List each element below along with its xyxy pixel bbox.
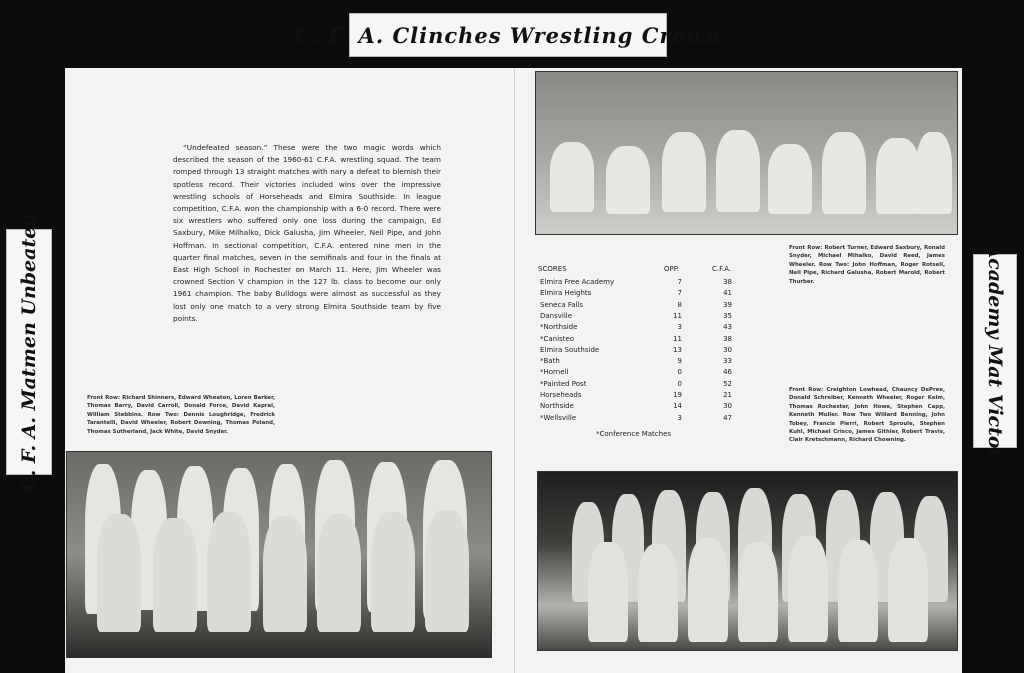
team-photo-wrestlers-crouching	[535, 71, 958, 235]
score-team: Dansville	[540, 311, 573, 320]
score-row	[538, 391, 778, 402]
caption-right-bottom-photo: Front Row: Creighton Lowhead, Chauncy DePree, Donald Schreiber, Kenneth Wheeler, Roger Kelm, Thomas Rochester, John Howe, Stephen Capp, Kenneth Muller. Row Two Willard Benning, John Tobey, Francis Pierri, Robert Sproule, Stephen Kuhl, Michael Crisco, James Githler, Robert Travis, Clair Kretschmann, Richard Chowning.	[789, 387, 945, 444]
page-title: C. F. A. Clinches Wrestling Crown	[294, 22, 722, 48]
score-opp: 0	[677, 368, 682, 377]
score-opp: 13	[673, 345, 682, 354]
score-opp: 0	[677, 379, 682, 388]
side-banner-left-text: C. F. A. Matmen Unbeaten	[18, 212, 40, 492]
score-team: Seneca Falls	[540, 300, 584, 309]
score-cfa: 46	[723, 368, 732, 377]
score-team: *Painted Post	[540, 379, 587, 388]
score-team: Northside	[540, 402, 574, 411]
score-cfa: 30	[723, 402, 732, 411]
side-banner-left	[6, 212, 52, 492]
score-team: *Northside	[540, 323, 578, 332]
score-row	[538, 312, 778, 323]
score-opp: 14	[673, 402, 682, 411]
score-row	[538, 335, 778, 346]
score-team: Elmira Southside	[540, 345, 600, 354]
score-cfa: 47	[723, 413, 732, 422]
score-row	[538, 278, 778, 289]
intro-paragraph: “Undefeated season.” These were the two magic words which described the season of the 1960-61 C.F.A. wrestling squad. The team romped through 13 straight matches with nary a defeat to blemish their spotless record. Their victories included wins over the impressive wrestling schools of Horseheads and Elmira Southside. In league competition, C.F.A. won the championship with a 6-0 record. There were six wrestlers who suffered only one loss during the campaign, Ed Saxbury, Mike Milhalko, Dick Galusha, Jim Wheeler, Neil Pipe, and John Hoffman. In sectional competition, C.F.A. entered nine men in the quarter final matches, seven in the semifinals and four in the finals at East High School in Rochester on March 11. Here, Jim Wheeler was crowned Section V champion in the 127 lb. class to become our only 1961 champion. The baby Bulldogs were almost as successful as they lost only one match to a very strong Elmira Southside team by five points.	[173, 143, 441, 323]
score-opp: 11	[673, 334, 682, 343]
score-cfa: 39	[723, 300, 732, 309]
team-photo-varsity-sweaters	[66, 451, 492, 658]
side-banner-right-text: Academy Mat Victor	[984, 243, 1006, 459]
score-row	[538, 368, 778, 379]
score-team: Elmira Heights	[540, 289, 592, 298]
score-opp: 19	[673, 391, 682, 399]
page-title-banner	[294, 13, 722, 57]
side-banner-right	[973, 243, 1017, 459]
score-row	[538, 380, 778, 391]
score-opp: 3	[677, 323, 682, 332]
score-team: *Bath	[540, 357, 560, 366]
score-row	[538, 301, 778, 312]
score-opp: 7	[677, 289, 682, 298]
score-team: *Canisteo	[540, 334, 575, 343]
scores-footnote: *Conference Matches	[596, 430, 672, 438]
score-row	[538, 289, 778, 300]
scores-header	[538, 265, 778, 277]
scores-header-cfa: C.F.A.	[712, 265, 732, 273]
score-cfa: 52	[723, 379, 732, 388]
score-cfa: 30	[723, 345, 732, 354]
score-team: *Wellsville	[540, 413, 577, 422]
score-team: Horseheads	[540, 391, 582, 399]
score-team: *Hornell	[540, 368, 569, 377]
caption-left-photo: Front Row: Richard Shinners, Edward Wheaton, Loren Barker, Thomas Barry, David Carroll, Donald Force, David Kapral, William Stebbins. Row Two: Dennis Loughridge, Fredrick Tarantelli, David Wheeler, Robert Downing, Thomas Poland, Thomas Sutherland, Jack White, David Snyder.	[87, 395, 275, 435]
score-row	[538, 323, 778, 334]
scores-header-label: SCORES	[538, 265, 567, 273]
score-cfa: 35	[723, 311, 732, 320]
score-row	[538, 402, 778, 413]
scores-header-opp: OPP.	[664, 265, 680, 273]
score-opp: 7	[677, 278, 682, 286]
score-row	[538, 357, 778, 368]
score-team: Elmira Free Academy	[540, 278, 615, 286]
score-cfa: 43	[723, 323, 732, 332]
score-opp: 11	[673, 311, 682, 320]
score-opp: 9	[677, 357, 682, 366]
score-cfa: 21	[723, 391, 732, 399]
score-opp: 8	[677, 300, 682, 309]
score-opp: 3	[677, 413, 682, 422]
score-cfa: 33	[723, 357, 732, 366]
page-gutter	[514, 68, 515, 673]
score-cfa: 38	[723, 334, 732, 343]
score-row	[538, 346, 778, 357]
team-photo-junior-varsity	[537, 471, 958, 651]
caption-right-top-photo: Front Row: Robert Turner, Edward Saxbury, Ronald Snyder, Michael Mihalko, David Reed, James Wheeler. Row Two: John Hoffman, Roger Rotsell, Neil Pipe, Richard Galusha, Robert Marold, Robert Thurber.	[789, 245, 945, 285]
score-cfa: 38	[723, 278, 732, 286]
score-row	[538, 414, 778, 425]
score-cfa: 41	[723, 289, 732, 298]
